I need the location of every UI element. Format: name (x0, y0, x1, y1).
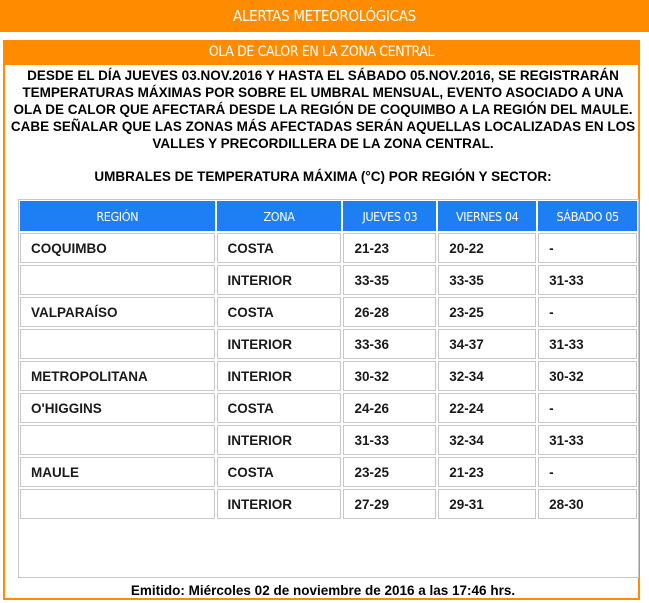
thursday-cell: 27-29 (343, 489, 436, 519)
table-title: UMBRALES DE TEMPERATURA MÁXIMA (°C) POR REGIÓN Y SECTOR: (94, 169, 552, 184)
zone-cell: COSTA (217, 457, 342, 487)
saturday-cell: 31-33 (538, 329, 637, 359)
thursday-cell: 24-26 (343, 393, 436, 423)
zone-cell: COSTA (217, 393, 342, 423)
column-header-zone: ZONA (217, 201, 342, 231)
table-row (20, 361, 637, 391)
thursday-cell: 33-36 (343, 329, 436, 359)
friday-cell: 32-34 (438, 361, 536, 391)
zone-cell: INTERIOR (217, 265, 342, 295)
thursday-cell: 26-28 (343, 297, 436, 327)
table-row (20, 297, 637, 327)
threshold-table (18, 199, 639, 521)
table-row (20, 489, 637, 519)
saturday-cell: - (538, 233, 637, 263)
region-cell: METROPOLITANA (20, 361, 215, 391)
region-cell: COQUIMBO (20, 233, 215, 263)
friday-cell: 34-37 (438, 329, 536, 359)
friday-cell: 33-35 (438, 265, 536, 295)
thursday-cell: 33-35 (343, 265, 436, 295)
column-header-saturday: SÁBADO 05 (538, 201, 637, 231)
region-cell: MAULE (20, 457, 215, 487)
zone-cell: COSTA (217, 297, 342, 327)
saturday-cell: 30-32 (538, 361, 637, 391)
zone-cell: INTERIOR (217, 489, 342, 519)
saturday-cell: - (538, 457, 637, 487)
region-cell: VALPARAÍSO (20, 297, 215, 327)
zone-cell: COSTA (217, 233, 342, 263)
friday-cell: 32-34 (438, 425, 536, 455)
saturday-cell: 31-33 (538, 265, 637, 295)
saturday-cell: - (538, 297, 637, 327)
page-title: ALERTAS METEOROLÓGICAS (0, 0, 649, 32)
region-cell (20, 489, 215, 519)
table-header-row (20, 201, 637, 231)
alert-description: DESDE EL DÍA JUEVES 03.NOV.2016 Y HASTA EL SÁBADO 05.NOV.2016, SE REGISTRARÁN TEMPERATURAS MÁXIMAS POR SOBRE EL UMBRAL MENSUAL, EVENTO ASOCIADO A UNA OLA DE CALOR QUE AFECTARÁ DESDE LA REGIÓN DE COQUIMBO A LA REGIÓN DEL MAULE. CABE SEÑALAR QUE LAS ZONAS MÁS AFECTADAS SERÁN AQUELLAS LOCALIZADAS EN LOS VALLES Y PRECORDILLERA DE LA ZONA CENTRAL. (10, 68, 636, 151)
region-cell (20, 265, 215, 295)
zone-cell: INTERIOR (217, 329, 342, 359)
region-cell (20, 329, 215, 359)
friday-cell: 22-24 (438, 393, 536, 423)
zone-cell: INTERIOR (217, 425, 342, 455)
saturday-cell: 31-33 (538, 425, 637, 455)
saturday-cell: - (538, 393, 637, 423)
friday-cell: 23-25 (438, 297, 536, 327)
zone-cell: INTERIOR (217, 361, 342, 391)
column-header-friday: VIERNES 04 (438, 201, 536, 231)
table-row (20, 329, 637, 359)
region-cell: O'HIGGINS (20, 393, 215, 423)
column-header-thursday: JUEVES 03 (343, 201, 436, 231)
friday-cell: 21-23 (438, 457, 536, 487)
table-row (20, 233, 637, 263)
friday-cell: 29-31 (438, 489, 536, 519)
threshold-table-container (18, 199, 639, 578)
alert-title: OLA DE CALOR EN LA ZONA CENTRAL (3, 40, 640, 65)
thursday-cell: 30-32 (343, 361, 436, 391)
table-row (20, 265, 637, 295)
saturday-cell: 28-30 (538, 489, 637, 519)
thursday-cell: 21-23 (343, 233, 436, 263)
region-cell (20, 425, 215, 455)
table-row (20, 393, 637, 423)
issued-timestamp: Emitido: Miércoles 02 de noviembre de 2016 a las 17:46 hrs. (130, 583, 516, 598)
thursday-cell: 31-33 (343, 425, 436, 455)
friday-cell: 20-22 (438, 233, 536, 263)
column-header-region: REGIÓN (20, 201, 215, 231)
table-row (20, 425, 637, 455)
thursday-cell: 23-25 (343, 457, 436, 487)
table-row (20, 457, 637, 487)
